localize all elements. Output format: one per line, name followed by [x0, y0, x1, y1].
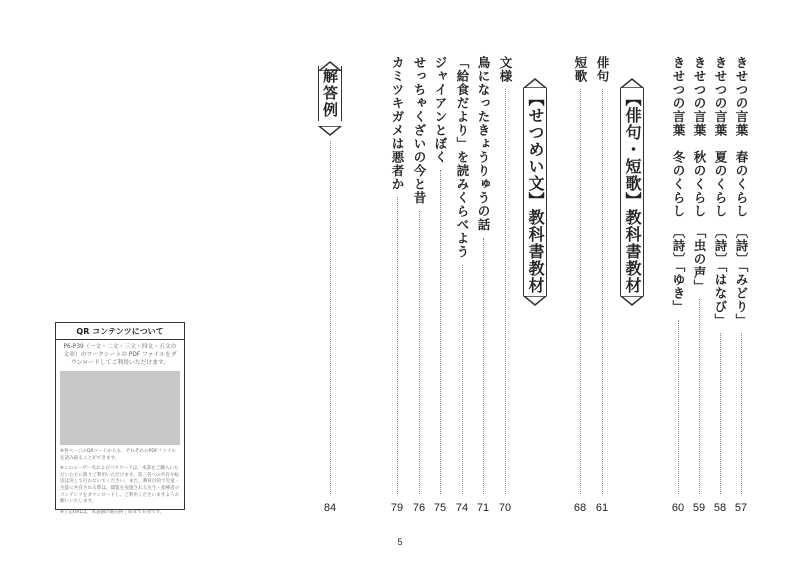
toc-entry-turtle[interactable]: [389, 56, 405, 514]
entry-title: 文様: [498, 56, 513, 83]
section-title: 解答例: [321, 68, 339, 119]
qr-code-image[interactable]: [60, 371, 180, 445]
section-header-haiku: [620, 78, 644, 306]
header-cap-top: [318, 56, 342, 66]
toc-entry-winter[interactable]: [670, 56, 686, 514]
header-body: [523, 88, 547, 296]
dot-leader: [462, 265, 463, 495]
page-number: 5: [397, 537, 403, 547]
toc-entry-adhesive[interactable]: [411, 56, 427, 514]
dot-leader: [440, 170, 441, 494]
entry-title: 俳句: [595, 56, 610, 83]
dot-leader: [741, 333, 742, 494]
entry-page-number: 61: [595, 502, 609, 514]
entry-title: きせつの言葉 秋のくらし 「虫の声」: [692, 56, 707, 293]
entry-page-number: 68: [573, 502, 587, 514]
section-header-setsumei: [523, 78, 547, 306]
entry-page-number: 57: [734, 502, 748, 514]
qr-contents-box: [55, 322, 185, 515]
header-cap-top: [620, 78, 644, 88]
entry-title: きせつの言葉 夏のくらし 〔詩〕「はなび」: [713, 56, 728, 327]
dot-leader: [397, 197, 398, 494]
qr-title: QR コンテンツについて: [56, 323, 184, 340]
entry-page-number: 75: [433, 502, 447, 514]
dot-leader: [483, 238, 484, 495]
entry-title: 「給食だより」を読みくらべよう: [455, 56, 470, 259]
dot-leader: [678, 320, 679, 495]
dot-leader: [580, 89, 581, 494]
toc-entry-summer[interactable]: [712, 56, 728, 514]
header-body: [620, 88, 644, 296]
entry-title: せっちゃくざいの今と昔: [412, 56, 427, 205]
header-cap-top: [523, 78, 547, 88]
dot-leader: [720, 333, 721, 494]
entry-page-number: 84: [323, 502, 337, 514]
entry-page-number: 58: [713, 502, 727, 514]
header-cap-bottom: [620, 296, 644, 306]
header-body: [318, 66, 342, 121]
qr-note: ※このユーザー名およびパスワードは、本書をご購入いただいた方に限りご利用いただけます。第三者への共有や転送は決して行わないでください。また、教育目的で児童・生徒に共有される際は、閲覧を実施される先生・指導者のコンテンツをダウンロードし、ご利用くださいますようお願いいたします。: [60, 466, 180, 505]
section-title: 【俳句・短歌】教科書教材: [623, 90, 642, 294]
entry-title: きせつの言葉 春のくらし 〔詩〕「みどり」: [734, 56, 749, 327]
entry-title: ジャイアンとぼく: [433, 56, 448, 164]
entry-page-number: 79: [390, 502, 404, 514]
entry-title: きせつの言葉 冬のくらし 〔詩〕「ゆき」: [671, 56, 686, 314]
toc-entry-dinosaur[interactable]: [475, 56, 491, 514]
toc-entry-answers[interactable]: [318, 56, 342, 514]
toc-entry-monyou[interactable]: [497, 56, 513, 514]
dot-leader: [419, 211, 420, 495]
entry-page-number: 60: [671, 502, 685, 514]
entry-title: 短歌: [573, 56, 588, 83]
toc-entry-autumn[interactable]: [691, 56, 707, 514]
qr-description: P6-P39（一文・二文・三文・四文・五文の文章）のワークシートの PDF ファイルをダウンロードしてご利用いただけます。: [63, 344, 177, 366]
dot-leader: [505, 89, 506, 494]
qr-note: ※上記URLは、本書籍の販売終了時まで有効です。: [60, 509, 165, 515]
toc-entry-kyushoku[interactable]: [454, 56, 470, 514]
header-cap-bottom: [318, 121, 342, 131]
section-title: 【せつめい文】教科書教材: [526, 90, 545, 294]
entry-page-number: 70: [498, 502, 512, 514]
toc-entry-tanka[interactable]: [572, 56, 588, 514]
entry-page-number: 76: [412, 502, 426, 514]
dot-leader: [699, 299, 700, 494]
entry-title: カミツキガメは悪者か: [390, 56, 405, 191]
entry-page-number: 74: [455, 502, 469, 514]
header-cap-bottom: [523, 296, 547, 306]
toc-entry-giant[interactable]: [432, 56, 448, 514]
entry-title: 鳥になったきょうりゅうの話: [476, 56, 491, 232]
dot-leader: [330, 141, 331, 494]
toc-entry-spring[interactable]: [733, 56, 749, 514]
entry-page-number: 71: [476, 502, 490, 514]
dot-leader: [602, 89, 603, 494]
qr-note: ※各ページのQRコードからも、それぞれのPDFファイルを読み取ることができます。: [60, 449, 176, 461]
entry-page-number: 59: [692, 502, 706, 514]
toc-entry-haiku[interactable]: [594, 56, 610, 514]
